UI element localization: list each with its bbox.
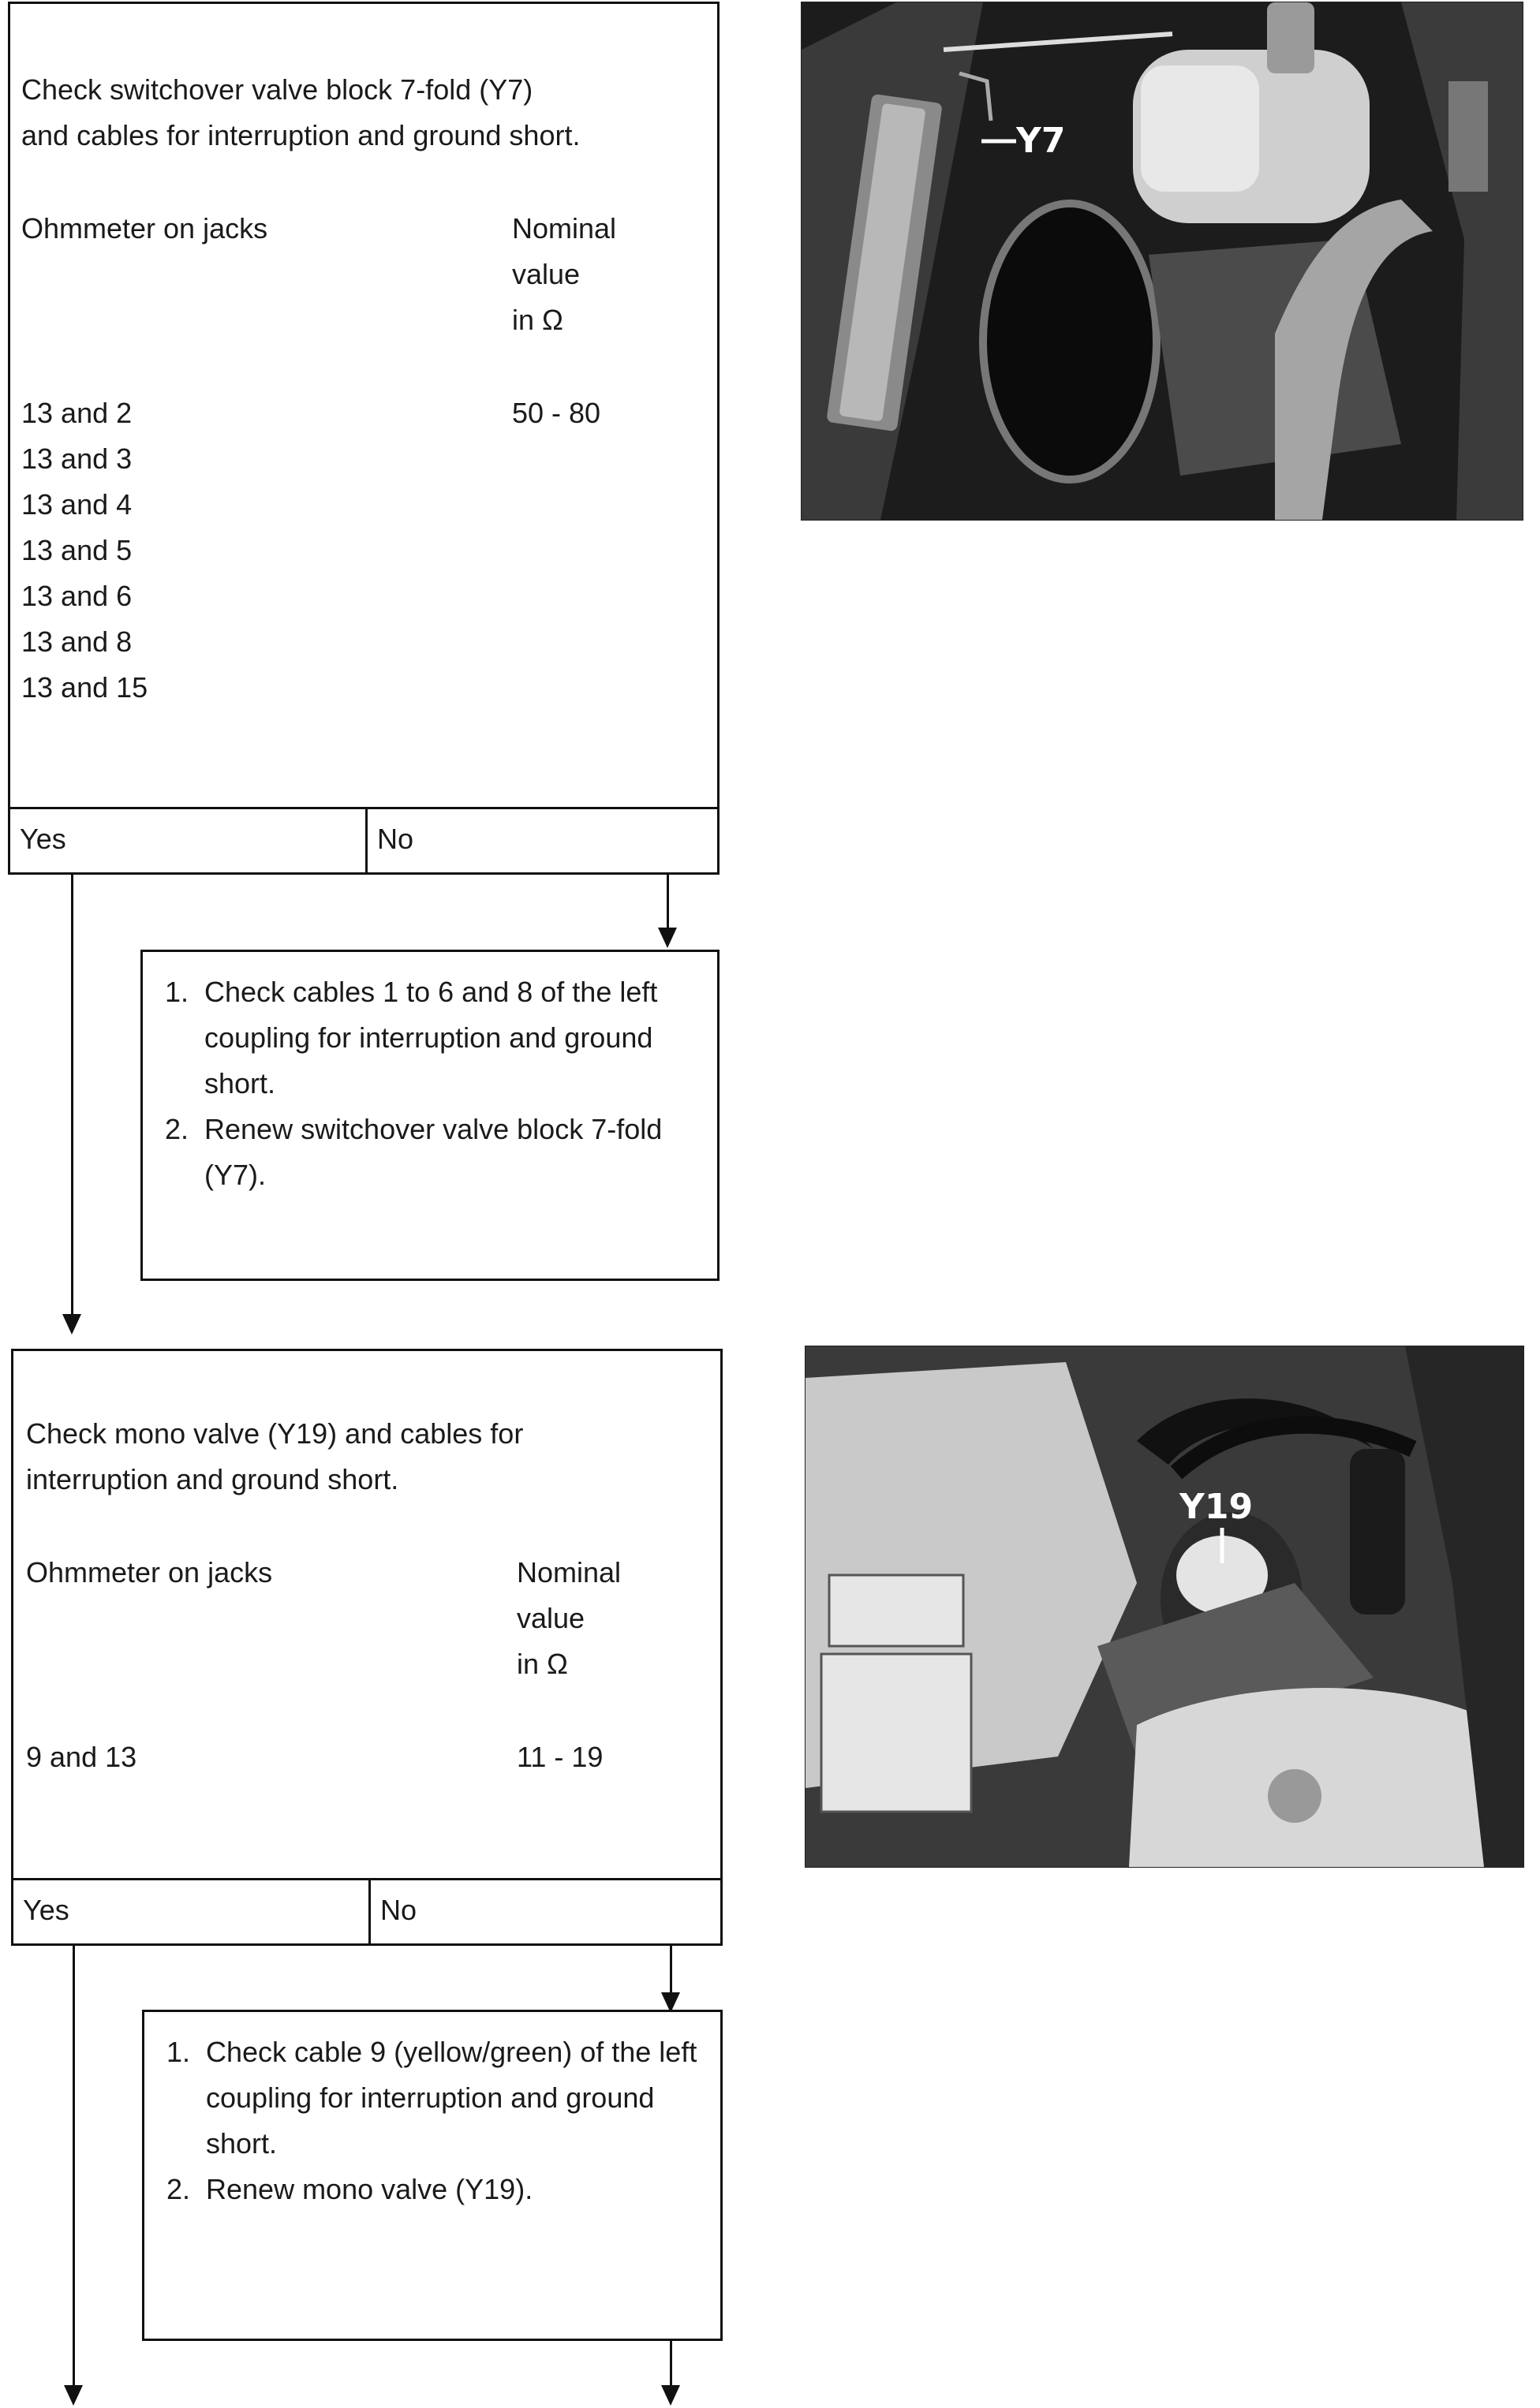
step1-check-box [8,2,720,809]
step2-action-item-text: Check cable 9 (yellow/green) of the left coupling for interruption and ground short. [206,2036,697,2160]
step1-action-item-text: Check cables 1 to 6 and 8 of the left coupling for interruption and ground short. [204,976,658,1099]
step2-jacks-header: Ohmmeter on jacks [26,1556,273,1589]
step1-jack-row: 13 and 4 [21,488,133,521]
step2-action-item-number: 1. [166,2036,191,2068]
step1-no-action-box [140,950,720,1281]
step1-jack-row: 13 and 3 [21,442,133,475]
step2-nominal-header-1: Nominal [517,1556,622,1589]
step1-jack-row: 13 and 15 [21,671,148,704]
step2-no-branch: No [368,1878,723,1946]
step1-photo-switchover-valve [801,2,1523,521]
step1-yes-arrow-head [62,1314,81,1335]
step1-nominal-value: 50 - 80 [512,397,601,429]
step2-nominal-value: 11 - 19 [517,1741,604,1773]
step2-action-item-text: Renew mono valve (Y19). [206,2173,533,2205]
step2-no-action-box [142,2010,723,2341]
step1-action-item-number: 2. [165,1113,189,1145]
step1-photo-label: Y7 [1016,121,1066,161]
step2-check-box [11,1349,723,1880]
step1-no-arrow-line [667,875,669,930]
step1-jack-row: 13 and 2 [21,397,133,429]
step2-photo-label: Y19 [1179,1487,1254,1527]
step2-action-item [155,2029,708,2167]
step1-jack-row: 13 and 8 [21,625,133,658]
step1-yes-branch: Yes [8,807,368,875]
step2-instruction-line1: Check mono valve (Y19) and cables for [26,1417,524,1450]
step2-instruction-line2: interruption and ground short. [26,1463,399,1495]
step2-yes-branch: Yes [11,1878,371,1946]
step1-instruction-line2: and cables for interruption and ground short. [21,119,581,151]
step2-continue-arrow-line [670,2341,672,2387]
step1-jack-row: 13 and 5 [21,534,133,566]
step2-continue-arrow-head [661,2385,680,2406]
step1-jacks-header: Ohmmeter on jacks [21,212,268,245]
step1-no-branch: No [365,807,720,875]
step2-nominal-header-2: value [517,1602,585,1634]
step1-action-item-text: Renew switchover valve block 7-fold (Y7). [204,1113,663,1191]
step1-action-item-number: 1. [165,976,189,1008]
step1-photo-illustration [802,2,1523,520]
step2-yes-arrow-head [64,2385,83,2406]
step2-nominal-header-3: in Ω [517,1648,568,1680]
step1-instruction-line1: Check switchover valve block 7-fold (Y7) [21,73,533,106]
step2-yes-arrow-line [73,1946,75,2387]
step1-action-item [154,969,706,1107]
step1-nominal-header-1: Nominal [512,212,617,245]
step1-yes-arrow-line [71,875,73,1316]
step2-no-arrow-line [670,1946,672,1995]
step2-photo-illustration [806,1346,1523,1867]
step1-jack-row: 13 and 6 [21,580,133,612]
step1-action-item [154,1107,706,1198]
step1-no-arrow-head [658,928,677,948]
step2-photo-mono-valve [805,1346,1524,1868]
step2-jack-row: 9 and 13 [26,1741,137,1773]
step2-action-item-number: 2. [166,2173,191,2205]
step2-action-item [155,2167,708,2212]
step1-nominal-header-3: in Ω [512,304,563,336]
step1-nominal-header-2: value [512,258,581,290]
